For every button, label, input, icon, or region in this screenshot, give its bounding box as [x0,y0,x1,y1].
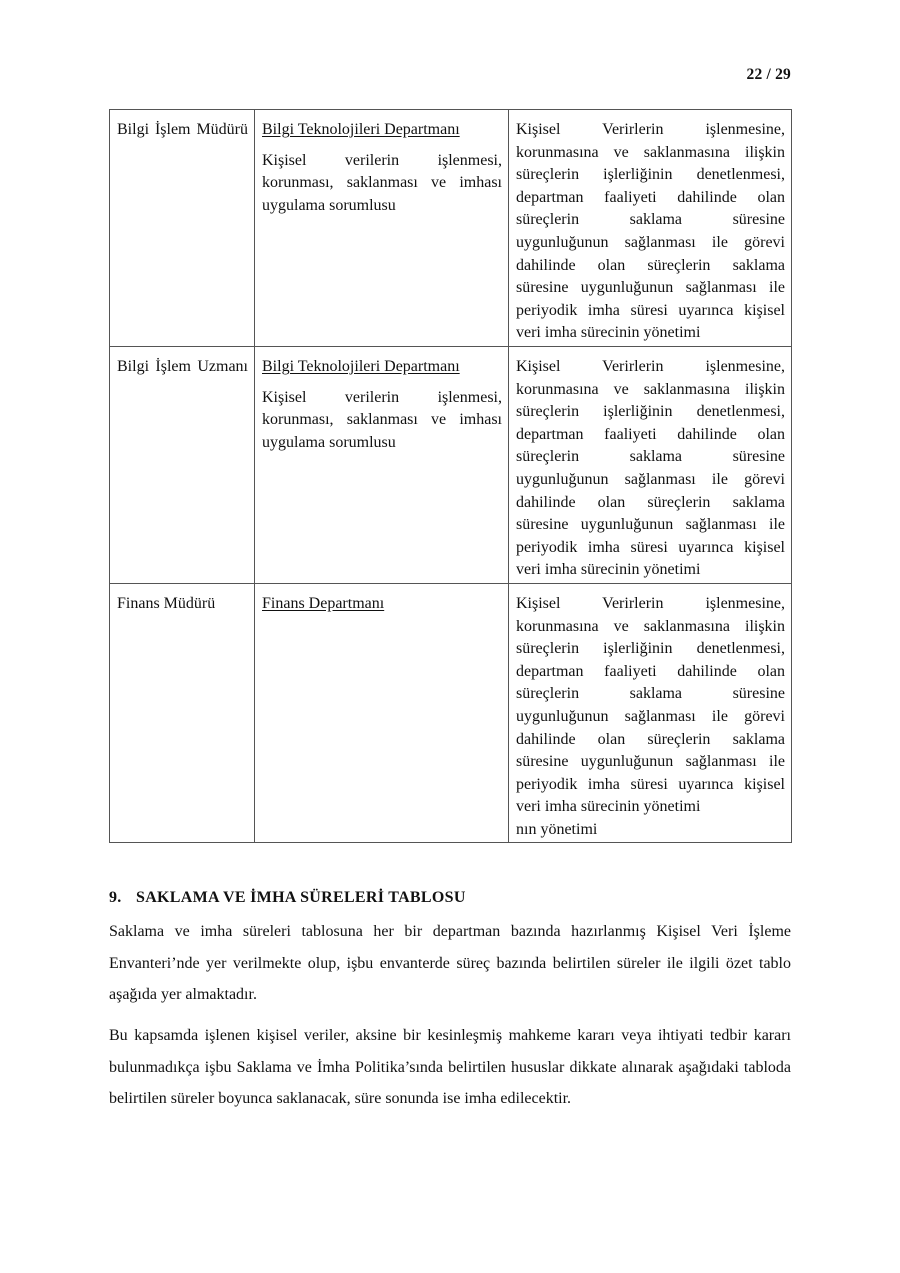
department-name: Finans Departmanı [262,595,385,612]
department-name: Bilgi Teknolojileri Departmanı [262,121,460,138]
role-title: Bilgi İşlem Uzmanı [117,358,248,375]
role-title: Finans Müdürü [117,595,216,612]
duty-text: Kişisel Verirlerin işlenmesine, korunmasına ve saklanmasına ilişkin süreçlerin işlerliğinin denetlenmesi, departman faaliyeti dahilinde olan süreçlerin saklama süresine uygunluğunun sağlanması ile görevi dahilinde olan süreçlerin saklama süresine uygunluğunun sağlanması ile periyodik imha süresi uyarınca kişisel veri imha sürecinin yönetimi [516,121,785,342]
table-row [110,584,792,843]
role-title-cell [110,110,255,347]
section-number: 9. [109,889,122,906]
duty-cell [509,584,792,843]
table-row [110,347,792,584]
department-cell [255,584,509,843]
department-name: Bilgi Teknolojileri Departmanı [262,358,460,375]
page-number: 22 / 29 [746,66,791,83]
role-title-cell [110,584,255,843]
section-paragraph: Bu kapsamda işlenen kişisel veriler, aksine bir kesinleşmiş mahkeme kararı veya ihtiyati tedbir kararı bulunmadıkça işbu Saklama ve İmha Politika’sında belirtilen hususlar dikkate alınarak aşağıdaki tabloda belirtilen süreler boyunca saklanacak, süre sonunda ise imha edilecektir. [109,1027,791,1107]
section-heading [109,889,466,907]
roles-table [109,109,792,843]
department-cell [255,347,509,584]
duty-text: Kişisel Verirlerin işlenmesine, korunmasına ve saklanmasına ilişkin süreçlerin işlerliğinin denetlenmesi, departman faaliyeti dahilinde olan süreçlerin saklama süresine uygunluğunun sağlanması ile görevi dahilinde olan süreçlerin saklama süresine uygunluğunun sağlanması ile periyodik imha süresi uyarınca kişisel veri imha sürecinin yönetimi [516,358,785,579]
section-paragraph: Saklama ve imha süreleri tablosuna her bir departman bazında hazırlanmış Kişisel Veri İşleme Envanteri’nde yer verilmekte olup, işbu envanterde süreç bazında belirtilen süreler ile ilgili özet tablo aşağıda yer almaktadır. [109,923,791,1003]
duty-extra: nın yönetimi [516,820,598,838]
department-cell [255,110,509,347]
department-description: Kişisel verilerin işlenmesi, korunması, saklanması ve imhası uygulama sorumlusu [262,151,502,214]
duty-cell [509,347,792,584]
role-title-cell [110,347,255,584]
role-title: Bilgi İşlem Müdürü [117,121,248,138]
department-description: Kişisel verilerin işlenmesi, korunması, saklanması ve imhası uygulama sorumlusu [262,388,502,451]
duty-cell [509,110,792,347]
duty-text: Kişisel Verirlerin işlenmesine, korunmasına ve saklanmasına ilişkin süreçlerin işlerliğinin denetlenmesi, departman faaliyeti dahilinde olan süreçlerin saklama süresine uygunluğunun sağlanması ile görevi dahilinde olan süreçlerin saklama süresine uygunluğunun sağlanması ile periyodik imha süresi uyarınca kişisel veri imha sürecinin yönetimi [516,595,785,816]
section-title: SAKLAMA VE İMHA SÜRELERİ TABLOSU [136,889,466,906]
table-row [110,110,792,347]
